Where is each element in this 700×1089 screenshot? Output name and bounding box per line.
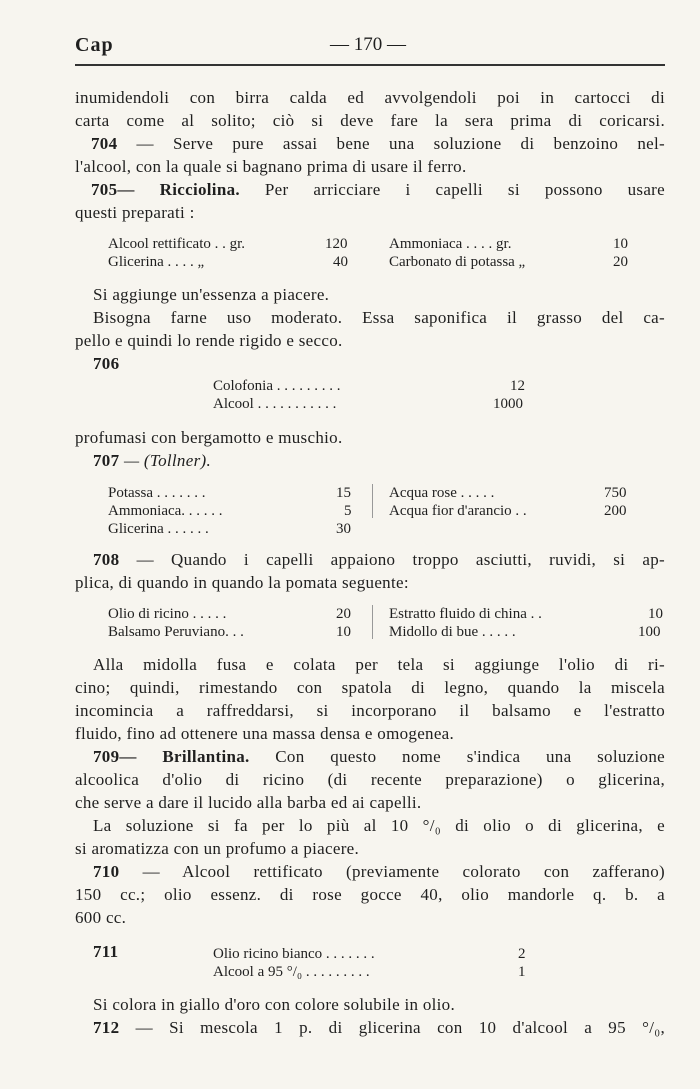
ingredient-name: Glicerina . . . . „ bbox=[108, 254, 205, 270]
recipe-number: 712 bbox=[93, 1018, 120, 1037]
ingredient-qty: 40 bbox=[333, 254, 348, 270]
text-line: Bisogna farne uso moderato. Essa saponifica il grasso del ca- bbox=[93, 308, 665, 327]
ingredient-qty: 10 bbox=[336, 624, 351, 640]
recipe-text: Per arricciare i capelli si possono usare bbox=[239, 180, 665, 199]
page-header bbox=[75, 34, 665, 66]
text-line: carta come al solito; ciò si deve fare la sera prima di coricarsi. bbox=[75, 111, 665, 130]
recipe-text: — Quando i capelli appaiono troppo asciutti, ruvidi, si ap- bbox=[119, 550, 665, 569]
text-line: incomincia a raffreddarsi, si incorporano il balsamo e l'estratto bbox=[75, 701, 665, 720]
ingredient-name: Balsamo Peruviano. . . bbox=[108, 624, 244, 640]
text-line: questi preparati : bbox=[75, 203, 195, 222]
ingredient-qty: 750 bbox=[604, 485, 627, 501]
page-number: — 170 — bbox=[330, 34, 406, 55]
ingredient-name: Midollo di bue . . . . . bbox=[389, 624, 516, 640]
recipe-710 bbox=[93, 862, 665, 882]
ingredient-qty: 10 bbox=[613, 236, 628, 252]
ingredient-qty: 15 bbox=[336, 485, 351, 501]
text-line: alcoolica d'olio di ricino (di recente preparazione) o glicerina, bbox=[75, 770, 665, 789]
text-line: si aromatizza con un profumo a piacere. bbox=[75, 839, 360, 858]
ingredient-name: Colofonia . . . . . . . . . bbox=[213, 378, 341, 394]
text-line: La soluzione si fa per lo più al 10 °/₀ di olio o di glicerina, e bbox=[93, 816, 665, 835]
ingredient-name: Alcool . . . . . . . . . . . bbox=[213, 396, 337, 412]
recipe-text: Con questo nome s'indica una soluzione bbox=[249, 747, 665, 766]
text-line: Alla midolla fusa e colata per tela si aggiunge l'olio di ri- bbox=[93, 655, 665, 674]
ingredient-name: Olio ricino bianco . . . . . . . bbox=[213, 946, 375, 962]
column-divider bbox=[372, 484, 373, 518]
recipe-704 bbox=[75, 134, 665, 154]
column-divider bbox=[372, 605, 373, 639]
ingredient-name: Ammoniaca . . . . gr. bbox=[389, 236, 512, 252]
recipe-title: — Ricciolina. bbox=[117, 180, 240, 199]
recipe-705 bbox=[75, 180, 665, 200]
ingredient-name: Acqua rose . . . . . bbox=[389, 485, 495, 501]
recipe-number: 705 bbox=[91, 180, 118, 199]
ingredient-qty: 1000 bbox=[493, 396, 523, 412]
text-line: Si colora in giallo d'oro con colore solubile in olio. bbox=[93, 995, 456, 1014]
ingredient-qty: 1 bbox=[518, 964, 526, 980]
ingredient-name: Glicerina . . . . . . bbox=[108, 521, 209, 537]
ingredient-name: Potassa . . . . . . . bbox=[108, 485, 206, 501]
recipe-text: — Serve pure assai bene una soluzione di benzoino nel- bbox=[117, 134, 665, 153]
ingredient-name: Carbonato di potassa „ bbox=[389, 254, 526, 270]
ingredient-qty: 120 bbox=[325, 236, 348, 252]
text-line: che serve a dare il lucido alla barba ed ai capelli. bbox=[75, 793, 422, 812]
recipe-text: — (Tollner). bbox=[123, 451, 212, 470]
text-line: fluido, fino ad ottenere una massa densa e omogenea. bbox=[75, 724, 455, 743]
text-line: plica, di quando in quando la pomata seguente: bbox=[75, 573, 409, 592]
text-line: pello e quindi lo rende rigido e secco. bbox=[75, 331, 343, 350]
recipe-number: 706 bbox=[93, 354, 120, 373]
ingredient-name: Alcool rettificato . . gr. bbox=[108, 236, 246, 252]
ingredient-qty: 30 bbox=[336, 521, 351, 537]
text-line: Si aggiunge un'essenza a piacere. bbox=[93, 285, 330, 304]
ingredient-qty: 10 bbox=[648, 606, 663, 622]
ingredient-name: Estratto fluido di china . . bbox=[389, 606, 542, 622]
recipe-number: 711 bbox=[93, 942, 119, 961]
ingredient-name: Olio di ricino . . . . . bbox=[108, 606, 227, 622]
ingredient-name: Alcool a 95 °/₀ . . . . . . . . . bbox=[213, 964, 370, 980]
text-line: cino; quindi, rimestando con spatola di legno, quando la miscela bbox=[75, 678, 665, 697]
ingredient-qty: 12 bbox=[510, 378, 525, 394]
recipe-number: 710 bbox=[93, 862, 120, 881]
ingredient-qty: 200 bbox=[604, 503, 627, 519]
header-rule bbox=[75, 64, 665, 66]
ingredient-name: Acqua fior d'arancio . . bbox=[389, 503, 527, 519]
ingredient-qty: 2 bbox=[518, 946, 526, 962]
recipe-712 bbox=[93, 1018, 665, 1038]
running-title: Cap bbox=[75, 34, 114, 56]
recipe-text: — Alcool rettificato (previamente colorato con zafferano) bbox=[119, 862, 665, 881]
text-line: l'alcool, con la quale si bagnano prima di usare il ferro. bbox=[75, 157, 467, 176]
text-line: 600 cc. bbox=[75, 908, 127, 927]
recipe-708 bbox=[93, 550, 665, 570]
text-line: 150 cc.; olio essenz. di rose gocce 40, olio mandorle q. b. a bbox=[75, 885, 665, 904]
recipe-text: — Si mescola 1 p. di glicerina con 10 d'alcool a 95 °/₀, bbox=[119, 1018, 665, 1037]
ingredient-qty: 5 bbox=[344, 503, 352, 519]
text-line: inumidendoli con birra calda ed avvolgendoli poi in cartocci di bbox=[75, 88, 665, 107]
recipe-number: 707 bbox=[93, 451, 120, 470]
ingredient-qty: 20 bbox=[336, 606, 351, 622]
recipe-number: 709 bbox=[93, 747, 120, 766]
ingredient-name: Ammoniaca. . . . . . bbox=[108, 503, 223, 519]
text-line: profumasi con bergamotto e muschio. bbox=[75, 428, 343, 447]
ingredient-qty: 20 bbox=[613, 254, 628, 270]
recipe-number: 708 bbox=[93, 550, 120, 569]
recipe-707 bbox=[93, 451, 683, 471]
ingredient-qty: 100 bbox=[638, 624, 661, 640]
recipe-709 bbox=[93, 747, 665, 767]
recipe-title: — Brillantina. bbox=[119, 747, 250, 766]
recipe-number: 704 bbox=[91, 134, 118, 153]
